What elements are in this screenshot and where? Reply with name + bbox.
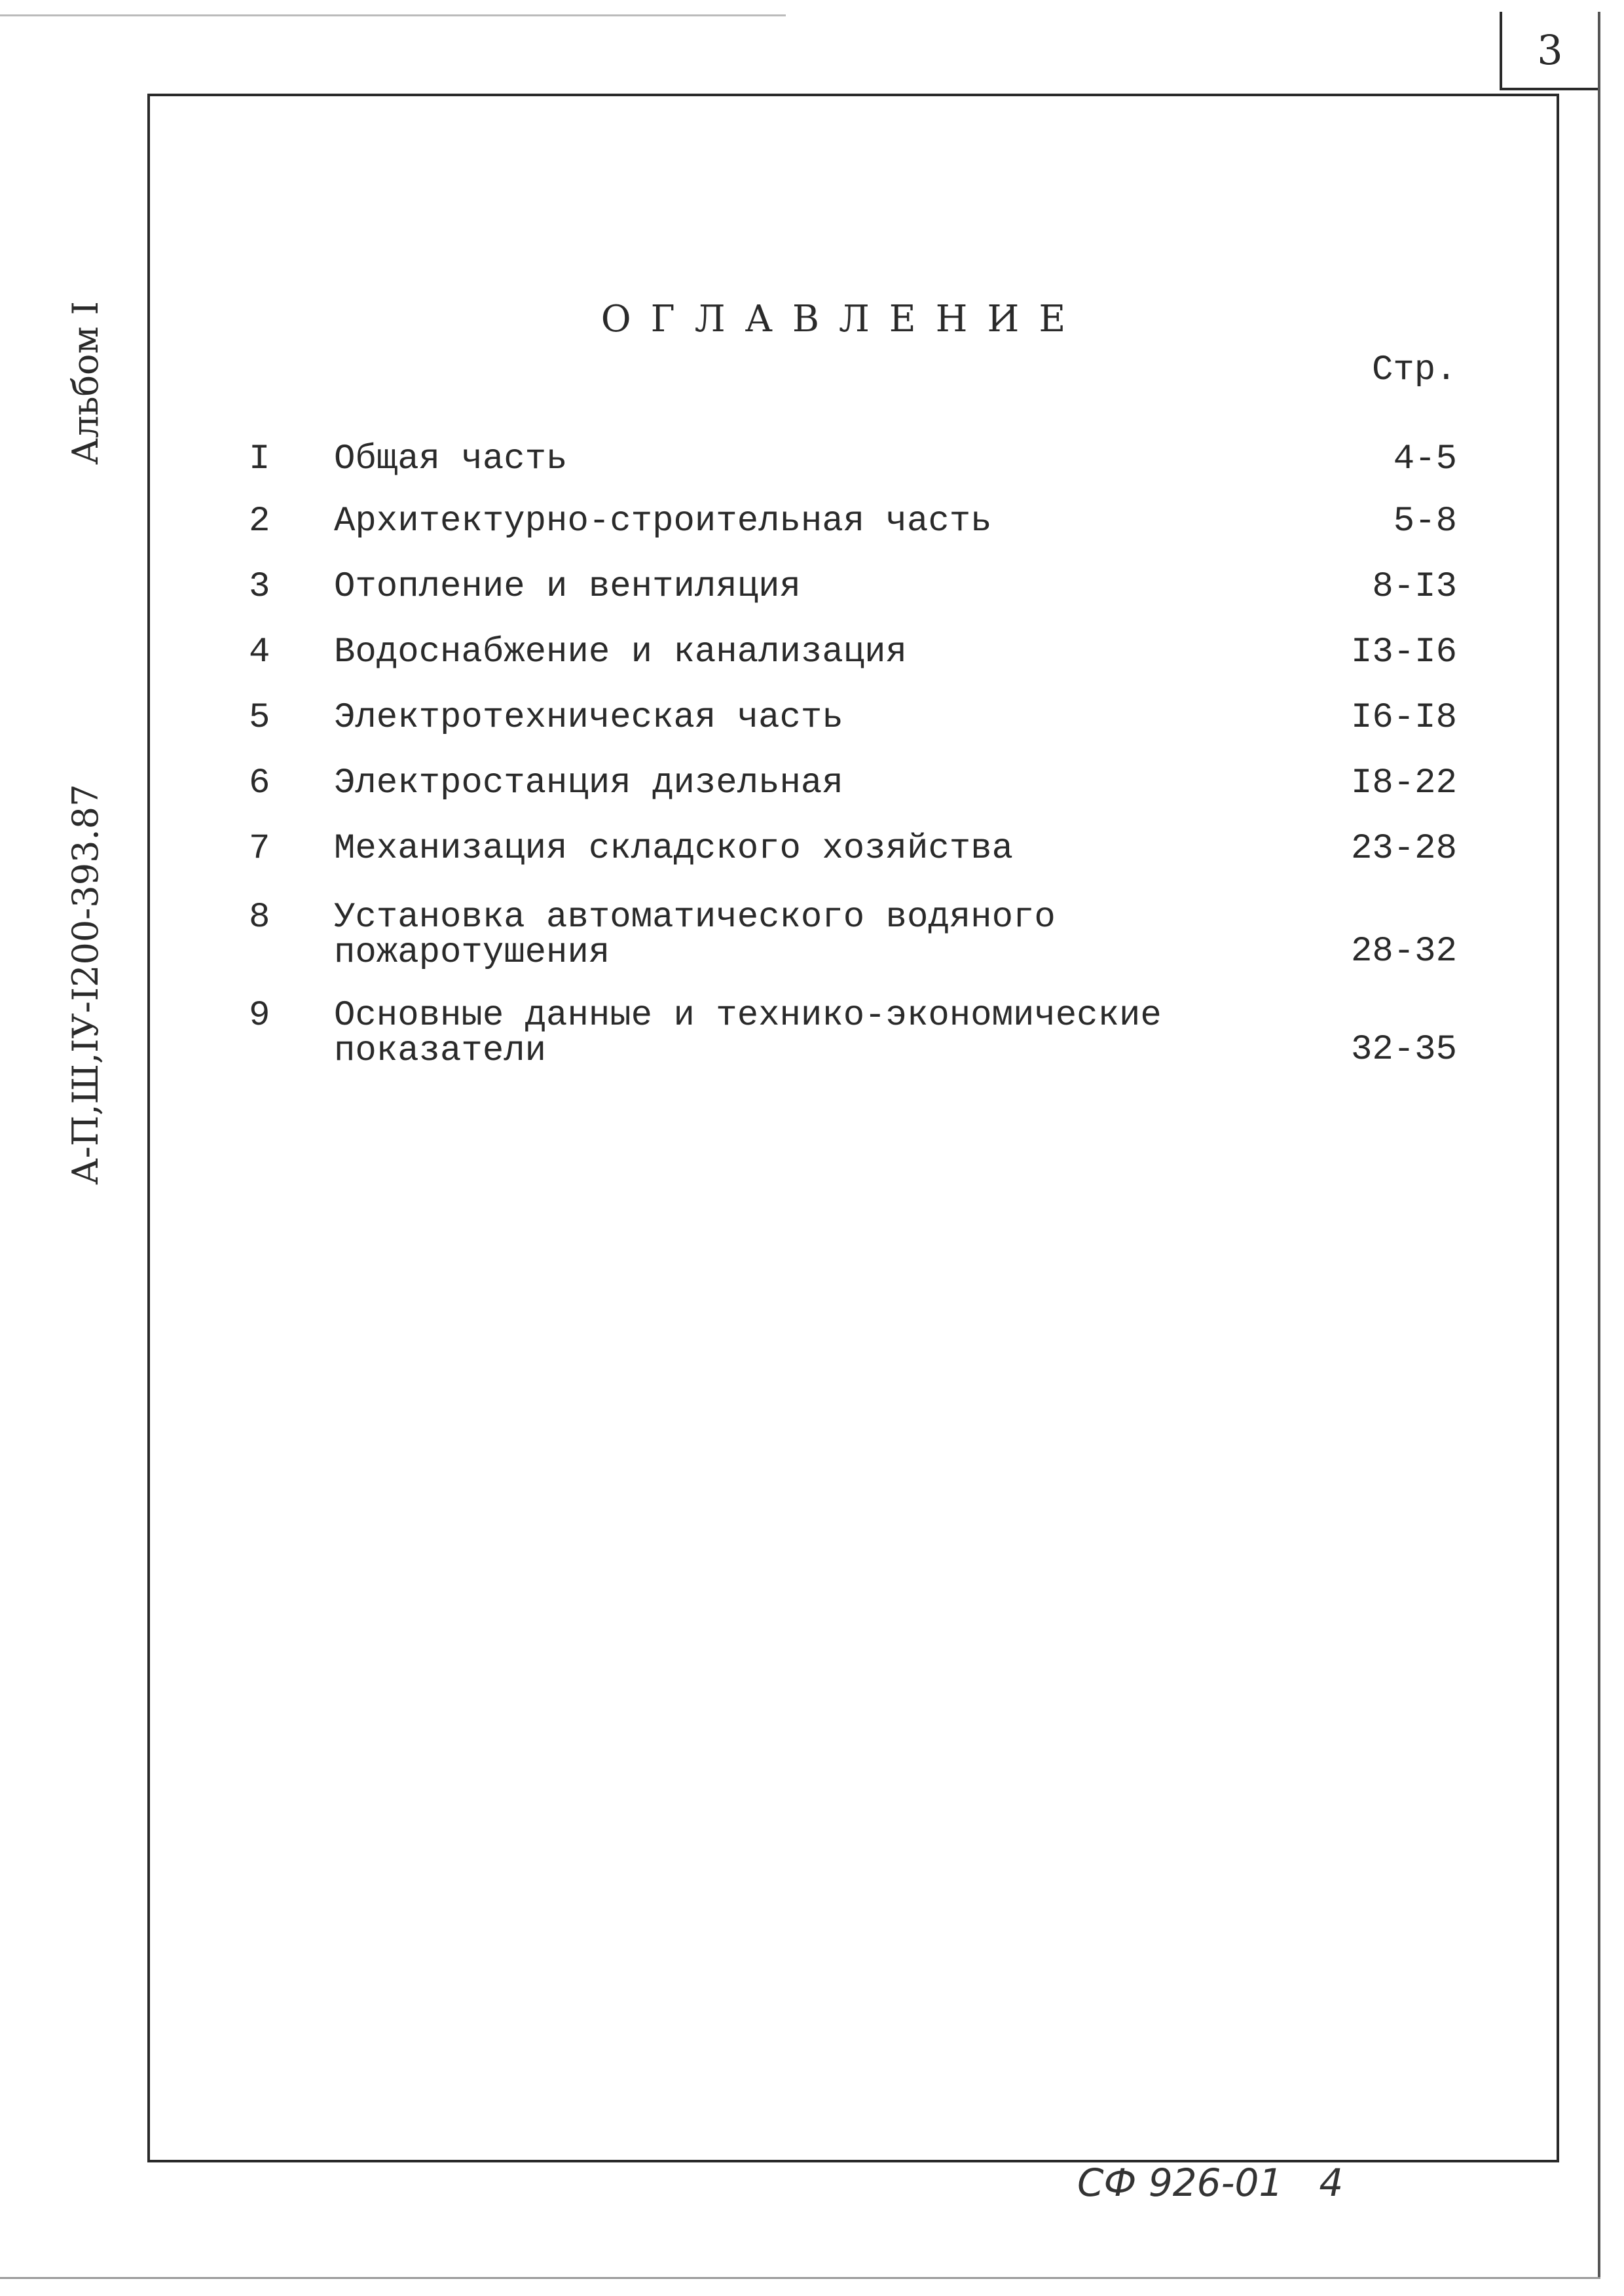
stamp-code: СФ 926-01 bbox=[1077, 2160, 1283, 2205]
scan-bottom-edge bbox=[0, 2277, 1600, 2279]
scan-right-edge bbox=[1598, 12, 1600, 2277]
toc-item-pages: 5-8 bbox=[1393, 501, 1457, 541]
toc-item-title: Водоснабжение и канализация bbox=[334, 632, 907, 672]
toc-item-pages: 8-I3 bbox=[1372, 567, 1457, 607]
toc-item-title: Механизация складского хозяйства bbox=[334, 829, 1013, 869]
toc-item-pages: I8-22 bbox=[1350, 763, 1457, 803]
toc-item-pages: 28-32 bbox=[1350, 932, 1457, 972]
toc-item-number: 6 bbox=[249, 763, 270, 803]
toc-item-number: 2 bbox=[249, 501, 270, 541]
toc-item-title: Установка автоматического водяного пожаротушения bbox=[334, 898, 1056, 973]
toc-item-pages: I3-I6 bbox=[1350, 632, 1457, 672]
toc-item-number: 4 bbox=[249, 632, 270, 672]
album-label: Альбом I bbox=[64, 301, 106, 465]
toc-item-title: Электротехническая часть bbox=[334, 698, 843, 738]
toc-item-title: Общая часть bbox=[334, 439, 568, 479]
toc-item-pages: I6-I8 bbox=[1350, 698, 1457, 738]
stamp-extra: 4 bbox=[1319, 2160, 1344, 2205]
toc-item-number: 9 bbox=[249, 996, 270, 1036]
page-title: ОГЛАВЛЕНИЕ bbox=[600, 298, 1086, 340]
toc-item-pages: 23-28 bbox=[1350, 829, 1457, 869]
page-column-header: Стр. bbox=[1372, 350, 1457, 390]
toc-item-number: I bbox=[249, 439, 270, 479]
toc-item-number: 8 bbox=[249, 898, 270, 938]
toc-item-number: 3 bbox=[249, 567, 270, 607]
toc-item-title: Основные данные и технико-экономические показатели bbox=[334, 996, 1162, 1071]
drawing-frame bbox=[147, 94, 1559, 2162]
scan-top-edge bbox=[0, 14, 786, 16]
toc-item-pages: 4-5 bbox=[1393, 439, 1457, 479]
toc-item-title: Отопление и вентиляция bbox=[334, 567, 801, 607]
toc-item-title: Электростанция дизельная bbox=[334, 763, 843, 803]
toc-item-title: Архитектурно-строительная часть bbox=[334, 501, 992, 541]
toc-item-number: 7 bbox=[249, 829, 270, 869]
sheet-number: 3 bbox=[1500, 12, 1598, 90]
document-designation: А-П,Ш,IУ-I200-393.87 bbox=[64, 784, 106, 1185]
toc-item-number: 5 bbox=[249, 698, 270, 738]
toc-item-pages: 32-35 bbox=[1350, 1030, 1457, 1070]
stamp bbox=[1077, 2160, 1343, 2205]
